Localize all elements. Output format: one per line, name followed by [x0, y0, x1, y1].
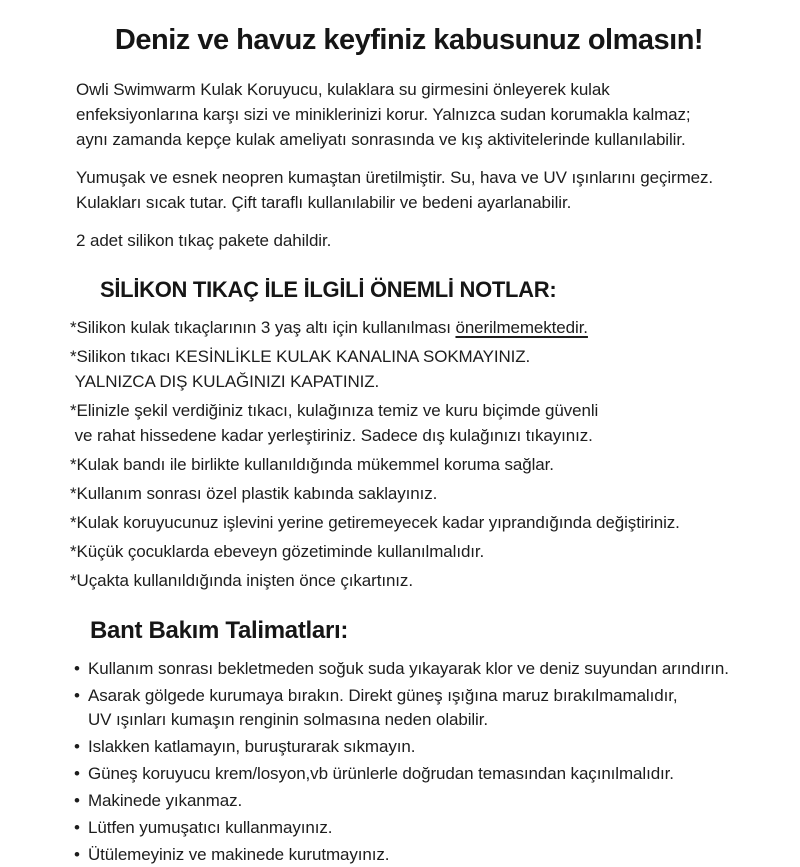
bullet-icon: • [74, 764, 80, 783]
silicone-note-item: *Uçakta kullanıldığında inişten önce çıkartınız. [70, 571, 413, 590]
care-instruction-item [70, 762, 748, 786]
bullet-icon: • [74, 659, 80, 678]
page-title: Deniz ve havuz keyfiniz kabusunuz olmasın! [114, 24, 704, 56]
care-instruction-text: Islakken katlamayın, buruşturarak sıkmayın. [88, 737, 416, 756]
care-instruction-item [70, 657, 748, 681]
care-instruction-text: Güneş koruyucu krem/losyon,vb ürünlerle doğrudan temasından kaçınılmalıdır. [88, 764, 674, 783]
care-instruction-text: Ütülemeyiniz ve makinede kurutmayınız. [88, 845, 390, 864]
silicone-note-item: *Kullanım sonrası özel plastik kabında saklayınız. [70, 484, 438, 503]
care-instruction-item [70, 843, 748, 867]
care-instruction-item [70, 735, 748, 759]
intro-paragraph-2: Yumuşak ve esnek neopren kumaştan üretilmiştir. Su, hava ve UV ışınlarını geçirmez. Kulakları sıcak tutar. Çift taraflı kullanılabilir ve bedeni ayarlanabilir. [76, 168, 714, 212]
silicone-note-item: *Küçük çocuklarda ebeveyn gözetiminde kullanılmalıdır. [70, 542, 485, 561]
note-underlined-text: önerilmemektedir. [455, 318, 588, 337]
silicone-note-item: *Kulak koruyucunuz işlevini yerine getiremeyecek kadar yıprandığında değiştiriniz. [70, 513, 680, 532]
care-instruction-item [70, 684, 748, 732]
care-instruction-text: Makinede yıkanmaz. [88, 791, 243, 810]
section-heading-care-instructions: Bant Bakım Talimatları: [90, 617, 349, 644]
care-instruction-item [70, 789, 748, 813]
care-instruction-item [70, 816, 748, 840]
intro-paragraph-3: 2 adet silikon tıkaç pakete dahildir. [76, 231, 332, 250]
care-instruction-text: Lütfen yumuşatıcı kullanmayınız. [88, 818, 333, 837]
bullet-icon: • [74, 686, 80, 705]
care-instruction-text: Kullanım sonrası bekletmeden soğuk suda yıkayarak klor ve deniz suyundan arındırın. [88, 659, 729, 678]
silicone-note-item: *Silikon tıkacı KESİNLİKLE KULAK KANALINA SOKMAYINIZ. YALNIZCA DIŞ KULAĞINIZI KAPATINIZ. [70, 347, 531, 391]
bullet-icon: • [74, 737, 80, 756]
intro-paragraph-1: Owli Swimwarm Kulak Koruyucu, kulaklara su girmesini önleyerek kulak enfeksiyonlarına karşı sizi ve miniklerinizi korur. Yalnızca sudan korumakla kalmaz; aynı zamanda kepçe kulak ameliyatı sonrasında ve kış aktivitelerinde kullanılabilir. [76, 80, 691, 149]
care-instruction-text: Asarak gölgede kurumaya bırakın. Direkt güneş ışığına maruz bırakılmamalıdır, UV ışınları kumaşın renginin solmasına neden olabilir. [88, 686, 678, 729]
bullet-icon: • [74, 845, 80, 864]
silicone-note-item: *Elinizle şekil verdiğiniz tıkacı, kulağınıza temiz ve kuru biçimde güvenli ve rahat hissedene kadar yerleştiriniz. Sadece dış kulağınızı tıkayınız. [70, 401, 599, 445]
section-heading-silicone-notes: SİLİKON TIKAÇ İLE İLGİLİ ÖNEMLİ NOTLAR: [100, 277, 557, 302]
note-text: *Silikon kulak tıkaçlarının 3 yaş altı için kullanılması [70, 318, 456, 337]
bullet-icon: • [74, 818, 80, 837]
bullet-icon: • [74, 791, 80, 810]
silicone-note-item [70, 315, 748, 340]
silicone-note-item: *Kulak bandı ile birlikte kullanıldığında mükemmel koruma sağlar. [70, 455, 554, 474]
